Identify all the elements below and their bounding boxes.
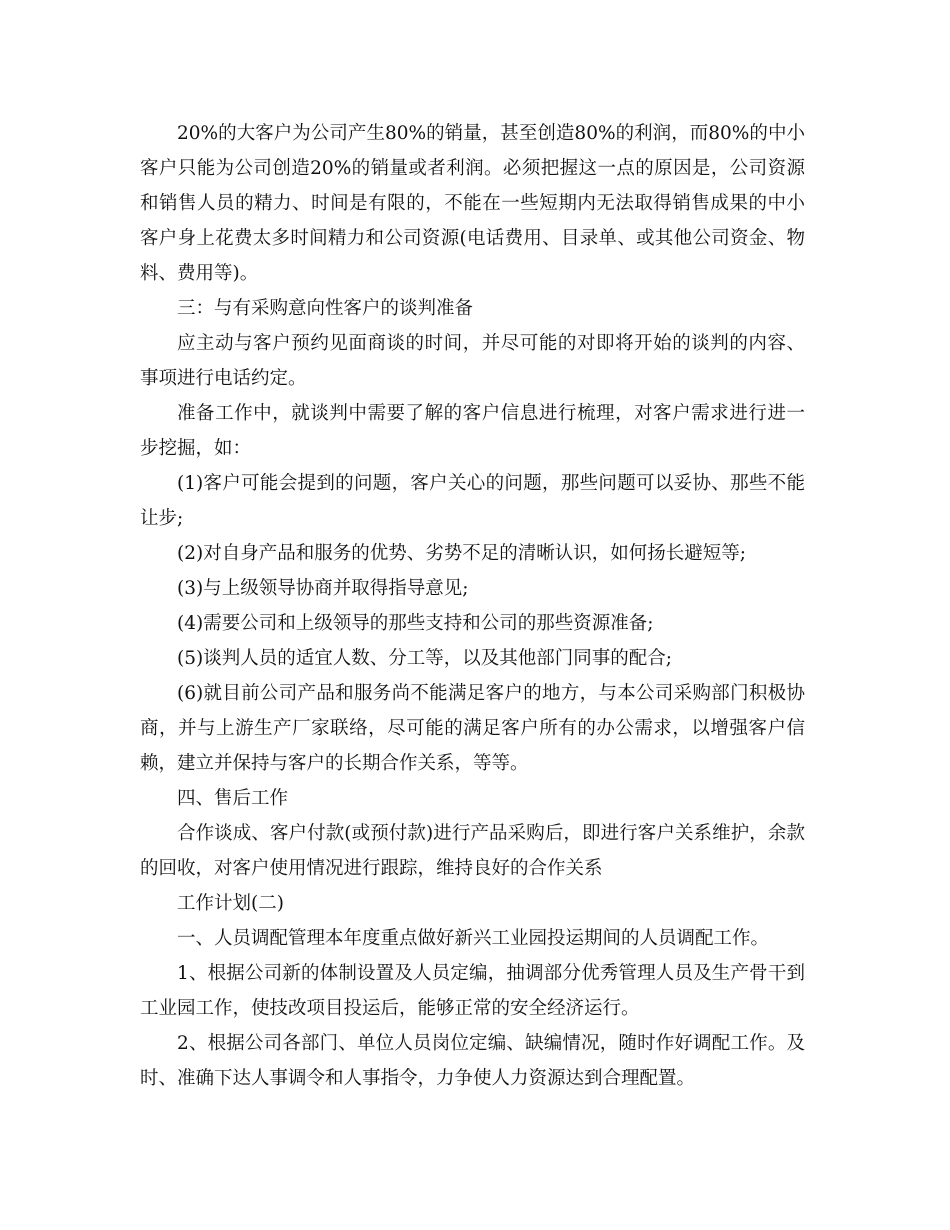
paragraph-preparation: 准备工作中，就谈判中需要了解的客户信息进行梳理，对客户需求进行进一步挖掘，如： xyxy=(140,403,805,459)
list-item-3: (3)与上级领导协商并取得指导意见; xyxy=(177,578,469,599)
paragraph-after-sales: 合作谈成、客户付款(或预付款)进行产品采购后，即进行客户关系维护，余款的回收，对客户使用情况进行跟踪，维持良好的合作关系 xyxy=(140,823,805,879)
list-item-2: (2)对自身产品和服务的优势、劣势不足的清晰认识，如何扬长避短等; xyxy=(177,543,746,564)
document-body xyxy=(140,116,805,1096)
list-item-6: (6)就目前公司产品和服务尚不能满足客户的地方，与本公司采购部门积极协商，并与上游生产厂家联络，尽可能的满足客户所有的办公需求，以增强客户信赖，建立并保持与客户的长期合作关系，等等。 xyxy=(140,683,805,774)
list-item-1: (1)客户可能会提到的问题，客户关心的问题，那些问题可以妥协、那些不能让步; xyxy=(140,473,805,529)
paragraph-appointment: 应主动与客户预约见面商谈的时间，并尽可能的对即将开始的谈判的内容、事项进行电话约定。 xyxy=(140,333,805,389)
paragraph-item-1: 1、根据公司新的体制设置及人员定编，抽调部分优秀管理人员及生产骨干到工业园工作，使技改项目投运后，能够正常的安全经济运行。 xyxy=(140,963,805,1019)
list-item-5: (5)谈判人员的适宜人数、分工等，以及其他部门同事的配合; xyxy=(177,648,672,669)
paragraph-customer-ratio: 20%的大客户为公司产生80%的销量，甚至创造80%的利润，而80%的中小客户只能为公司创造20%的销量或者利润。必须把握这一点的原因是，公司资源和销售人员的精力、时间是有限的，不能在一些短期内无法取得销售成果的中小客户身上花费太多时间精力和公司资源(电话费用、目录单、或其他公司资金、物料、费用等)。 xyxy=(140,123,805,284)
paragraph-item-2: 2、根据公司各部门、单位人员岗位定编、缺编情况，随时作好调配工作。及时、准确下达人事调令和人事指令，力争使人力资源达到合理配置。 xyxy=(140,1033,805,1089)
list-item-4: (4)需要公司和上级领导的那些支持和公司的那些资源准备; xyxy=(177,613,654,634)
paragraph-staff-allocation: 一、人员调配管理本年度重点做好新兴工业园投运期间的人员调配工作。 xyxy=(177,928,770,949)
heading-work-plan-2: 工作计划(二) xyxy=(177,893,284,914)
heading-after-sales: 四、售后工作 xyxy=(177,788,289,809)
heading-negotiation-prep: 三：与有采购意向性客户的谈判准备 xyxy=(177,298,474,319)
